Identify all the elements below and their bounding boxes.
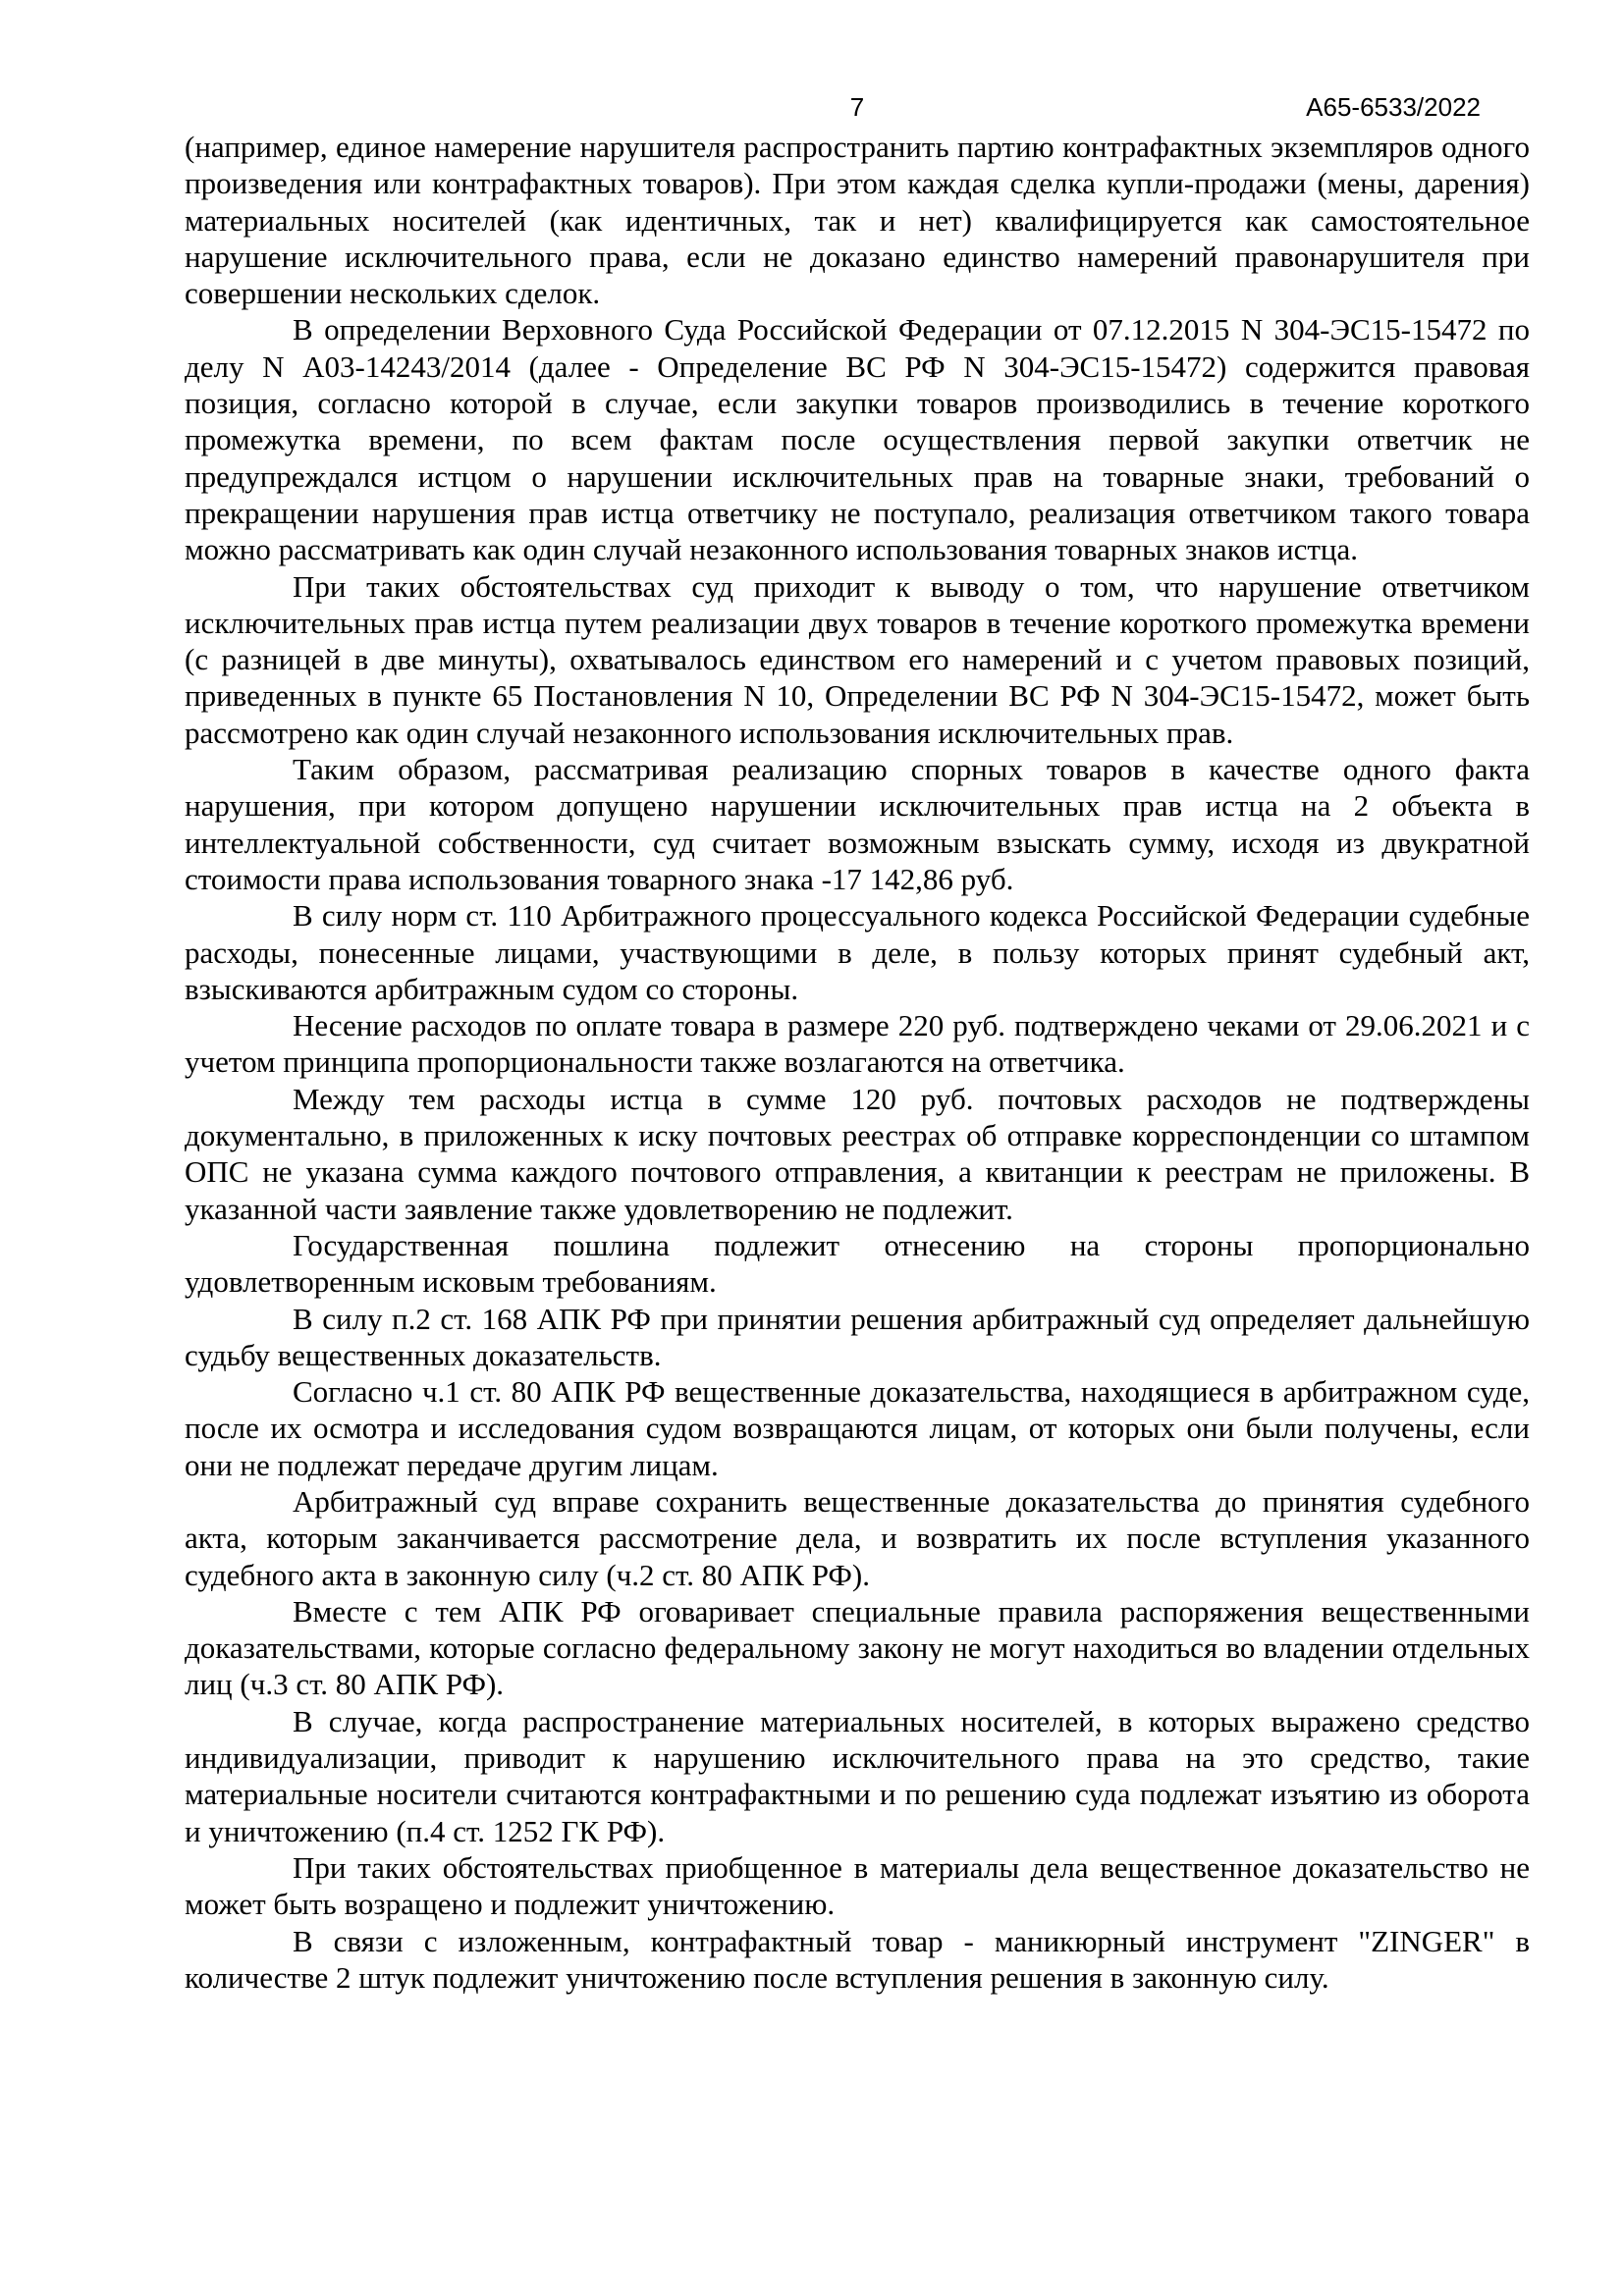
- document-body: [185, 129, 1530, 1996]
- paragraph: Государственная пошлина подлежит отнесению на стороны пропорционально удовлетворенным исковым требованиям.: [185, 1227, 1530, 1300]
- paragraph: В силу норм ст. 110 Арбитражного процессуального кодекса Российской Федерации судебные расходы, понесенные лицами, участвующими в деле, в пользу которых принят судебный акт, взыскиваются арбитражным судом со стороны.: [185, 898, 1530, 1006]
- paragraph: (например, единое намерение нарушителя распространить партию контрафактных экземпляров одного произведения или контрафактных товаров). При этом каждая сделка купли-продажи (мены, дарения) материальных носителей (как идентичных, так и нет) квалифицируется как самостоятельное нарушение исключительного права, если не доказано единство намерений правонарушителя при совершении нескольких сделок.: [185, 130, 1530, 311]
- paragraph: В случае, когда распространение материальных носителей, в которых выражено средство индивидуализации, приводит к нарушению исключительного права на это средство, такие материальные носители считаются контрафактными и по решению суда подлежат изъятию из оборота и уничтожению (п.4 ст. 1252 ГК РФ).: [185, 1703, 1530, 1848]
- paragraph: Арбитражный суд вправе сохранить вещественные доказательства до принятия судебного акта, которым заканчивается рассмотрение дела, и возвратить их после вступления указанного судебного акта в законную силу (ч.2 ст. 80 АПК РФ).: [185, 1483, 1530, 1592]
- page-header: [185, 92, 1530, 126]
- paragraph: В силу п.2 ст. 168 АПК РФ при принятии решения арбитражный суд определяет дальнейшую судьбу вещественных доказательств.: [185, 1301, 1530, 1372]
- paragraph: Таким образом, рассматривая реализацию спорных товаров в качестве одного факта нарушения, при котором допущено нарушении исключительных прав истца на 2 объекта в интеллектуальной собственности, суд считает возможным взыскать сумму, исходя из двукратной стоимости права использования товарного знака -17 142,86 руб.: [185, 752, 1530, 896]
- paragraph: Несение расходов по оплате товара в размере 220 руб. подтверждено чеками от 29.06.2021 и с учетом принципа пропорциональности также возлагаются на ответчика.: [185, 1008, 1530, 1080]
- paragraph: Между тем расходы истца в сумме 120 руб. почтовых расходов не подтверждены документально, в приложенных к иску почтовых реестрах об отправке корреспонденции со штампом ОПС не указана сумма каждого почтового отправления, а квитанции к реестрам не приложены. В указанной части заявление также удовлетворению не подлежит.: [185, 1081, 1530, 1226]
- page-number: 7: [849, 92, 865, 122]
- paragraph: Вместе с тем АПК РФ оговаривает специальные правила распоряжения вещественными доказательствами, которые согласно федеральному закону не могут находиться во владении отдельных лиц (ч.3 ст. 80 АПК РФ).: [185, 1593, 1530, 1702]
- paragraph: При таких обстоятельствах суд приходит к выводу о том, что нарушение ответчиком исключительных прав истца путем реализации двух товаров в течение короткого промежутка времени (с разницей в две минуты), охватывалось единством его намерений и с учетом правовых позиций, приведенных в пункте 65 Постановления N 10, Определении ВС РФ N 304-ЭС15-15472, может быть рассмотрено как один случай незаконного использования исключительных прав.: [185, 568, 1530, 750]
- case-number: А65-6533/2022: [1306, 92, 1481, 122]
- paragraph: При таких обстоятельствах приобщенное в материалы дела вещественное доказательство не может быть возращено и подлежит уничтожению.: [185, 1849, 1530, 1922]
- paragraph: В связи с изложенным, контрафактный товар - маникюрный инструмент "ZINGER" в количестве 2 штук подлежит уничтожению после вступления решения в законную силу.: [185, 1923, 1530, 1995]
- paragraph: В определении Верховного Суда Российской Федерации от 07.12.2015 N 304-ЭС15-15472 по делу N А03-14243/2014 (далее - Определение ВС РФ N 304-ЭС15-15472) содержится правовая позиция, согласно которой в случае, если закупки товаров производились в течение короткого промежутка времени, по всем фактам после осуществления первой закупки ответчик не предупреждался истцом о нарушении исключительных прав на товарные знаки, требований о прекращении нарушения прав истца ответчику не поступало, реализация ответчиком такого товара можно рассматривать как один случай незаконного использования товарных знаков истца.: [185, 312, 1530, 567]
- paragraph: Согласно ч.1 ст. 80 АПК РФ вещественные доказательства, находящиеся в арбитражном суде, после их осмотра и исследования судом возвращаются лицам, от которых они были получены, если они не подлежат передаче другим лицам.: [185, 1374, 1530, 1482]
